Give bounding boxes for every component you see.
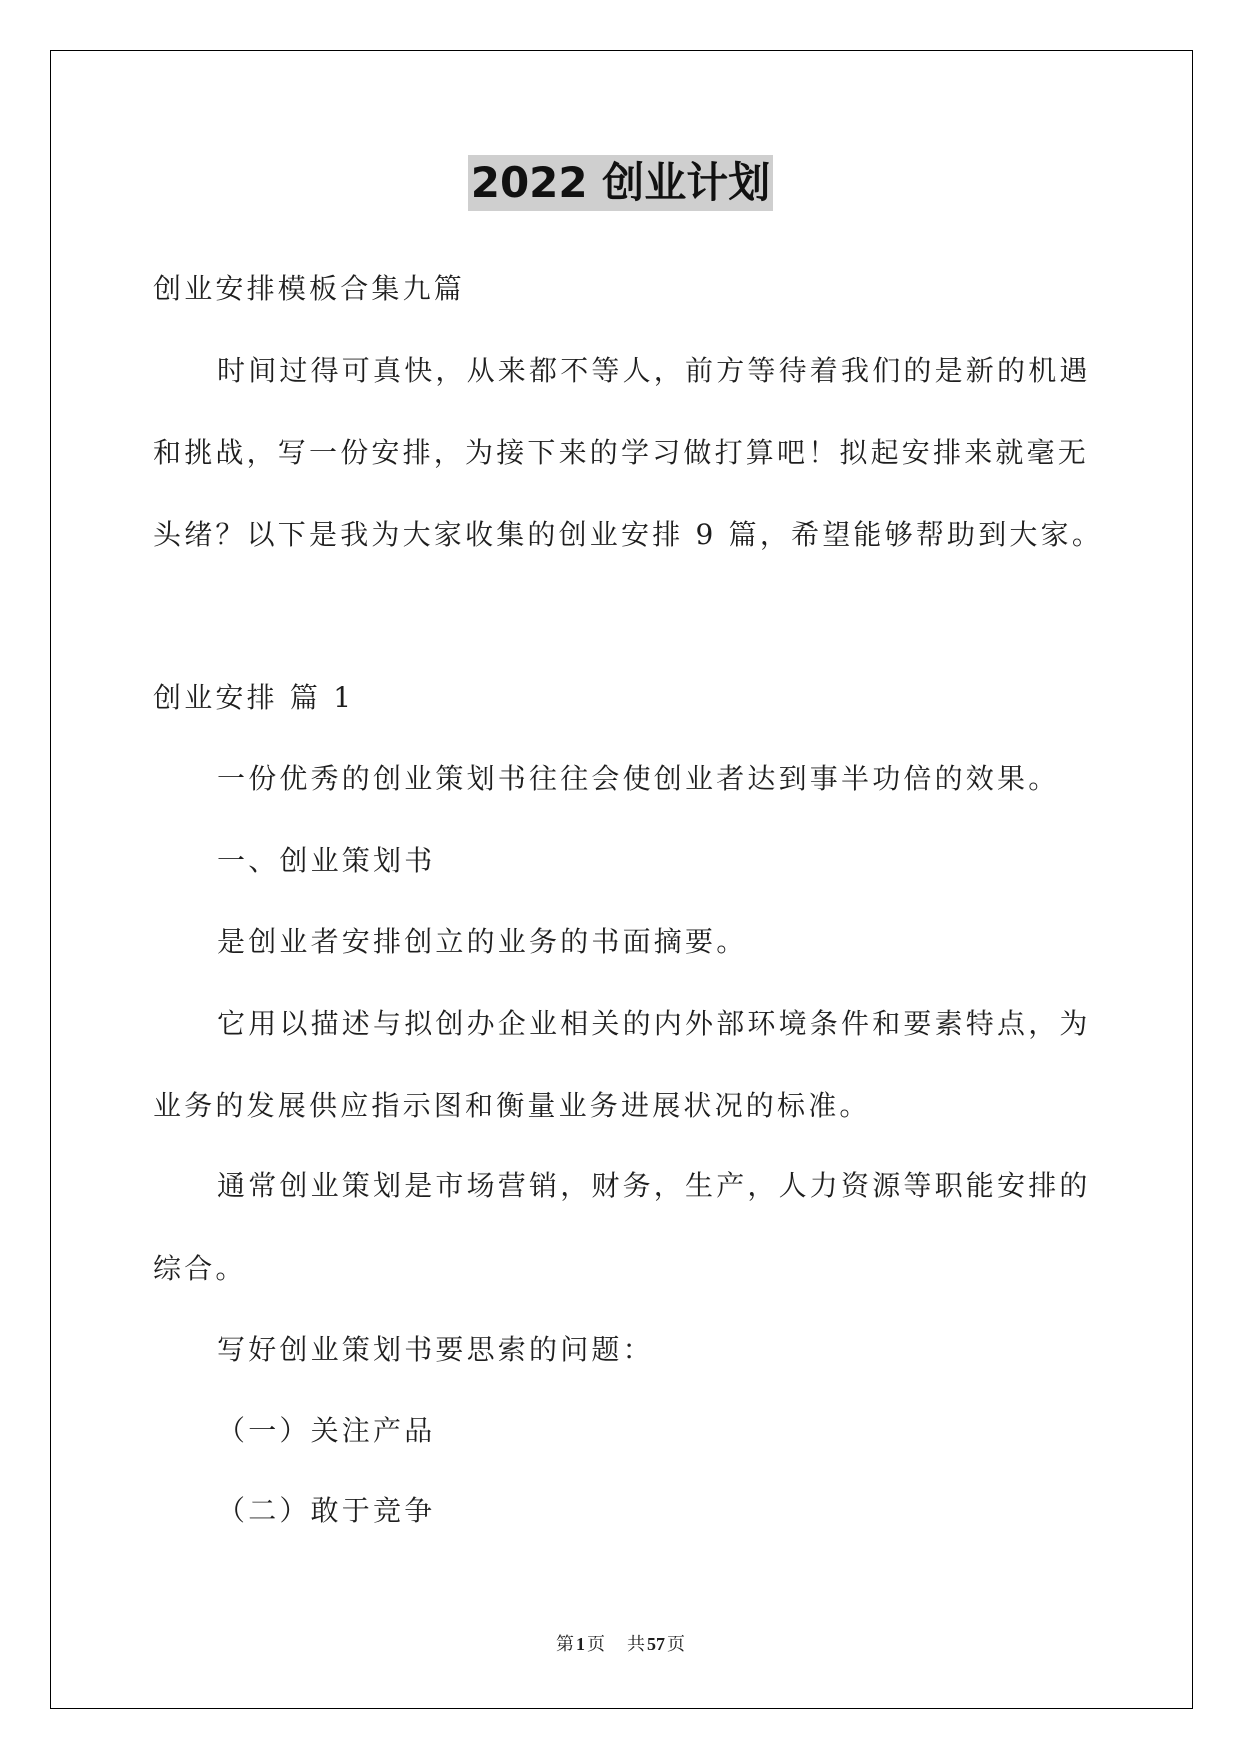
paragraph-line: 写好创业策划书要思索的问题：	[217, 1333, 654, 1366]
section-heading: 创业安排 篇 1	[153, 681, 355, 714]
current-page-number: 1	[576, 1634, 585, 1654]
subheading-line: 一、创业策划书	[217, 844, 436, 877]
paragraph-line: 综合。	[153, 1252, 247, 1285]
title-container	[0, 155, 1241, 211]
paragraph-line: 是创业者安排创立的业务的书面摘要。	[217, 925, 748, 958]
list-item: （一）关注产品	[217, 1414, 436, 1447]
paragraph-line: 一份优秀的创业策划书往往会使创业者达到事半功倍的效果。	[217, 762, 1060, 795]
total-suffix: 页	[667, 1634, 685, 1655]
page-suffix: 页	[587, 1634, 605, 1655]
total-prefix: 共	[627, 1634, 645, 1655]
intro-line-1: 时间过得可真快，从来都不等人，前方等待着我们的是新的机遇	[217, 354, 1091, 387]
total-page-count: 57	[647, 1634, 665, 1654]
intro-line-2: 和挑战，写一份安排，为接下来的学习做打算吧！拟起安排来就毫无	[153, 436, 1090, 469]
paragraph-line: 通常创业策划是市场营销，财务，生产，人力资源等职能安排的	[217, 1169, 1091, 1202]
intro-line-3: 头绪？以下是我为大家收集的创业安排 9 篇，希望能够帮助到大家。	[153, 518, 1104, 551]
page-footer	[0, 1631, 1241, 1657]
paragraph-line: 它用以描述与拟创办企业相关的内外部环境条件和要素特点，为	[217, 1007, 1091, 1040]
document-title: 2022 创业计划	[468, 155, 774, 211]
paragraph-line: 业务的发展供应指示图和衡量业务进展状况的标准。	[153, 1089, 871, 1122]
list-item: （二）敢于竞争	[217, 1494, 436, 1527]
collection-subtitle: 创业安排模板合集九篇	[153, 272, 466, 305]
page-prefix: 第	[556, 1634, 574, 1655]
